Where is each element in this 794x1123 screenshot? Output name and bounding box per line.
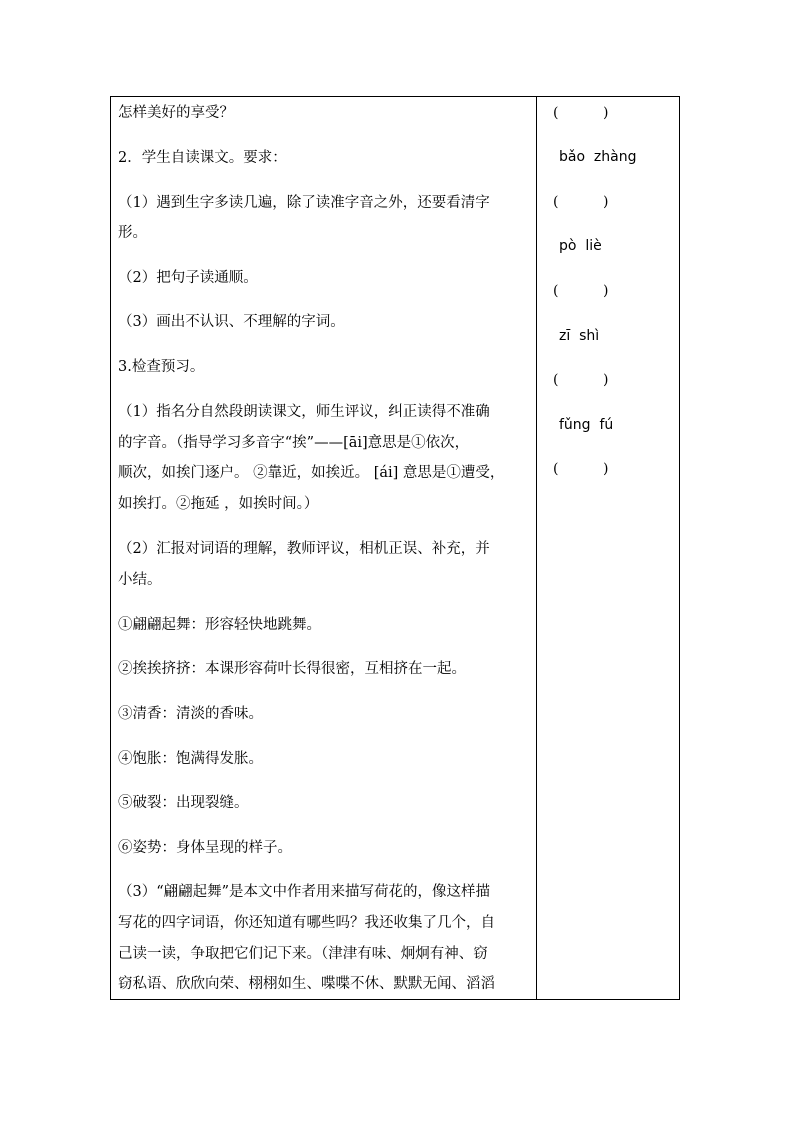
text-line: 顺次，如挨门逐户。 ②靠近，如挨近。 [ái] 意思是①遭受， <box>118 465 505 481</box>
text-line: ⑤破裂：出现裂缝。 <box>118 795 249 811</box>
answer-blank: ( ) <box>553 283 609 299</box>
pinyin-prompt: pò liè <box>559 238 602 254</box>
answer-blank: ( ) <box>553 194 609 210</box>
text-line: 写花的四字词语，你还知道有哪些吗？我还收集了几个，自 <box>118 915 495 931</box>
text-line: ⑥姿势：身体呈现的样子。 <box>118 840 292 856</box>
lesson-table <box>110 96 680 1000</box>
text-line: （2）把句子读通顺。 <box>118 270 258 286</box>
text-line: 形。 <box>118 225 147 241</box>
text-line: （3）“翩翩起舞”是本文中作者用来描写荷花的，像这样描 <box>118 884 491 900</box>
answer-blank: ( ) <box>553 461 609 477</box>
text-line: （2）汇报对词语的理解，教师评议，相机正误、补充，并 <box>118 541 490 557</box>
answer-blank: ( ) <box>553 372 609 388</box>
text-line: 怎样美好的享受？ <box>118 105 234 121</box>
text-line: 2．学生自读课文。要求： <box>118 150 287 166</box>
text-line: ②挨挨挤挤：本课形容荷叶长得很密，互相挤在一起。 <box>118 661 466 677</box>
text-line: 的字音。（指导学习多音字“挨”——[āi]意思是①依次， <box>118 435 470 451</box>
pinyin-exercise-column <box>537 97 679 999</box>
answer-blank: ( ) <box>553 105 609 121</box>
pinyin-prompt: bǎo zhàng <box>559 149 637 165</box>
text-line: 己读一读，争取把它们记下来。（津津有味、炯炯有神、窃 <box>118 946 488 962</box>
text-line: 窃私语、欣欣向荣、栩栩如生、喋喋不休、默默无闻、滔滔 <box>118 976 495 992</box>
text-line: （1）遇到生字多读几遍，除了读准字音之外，还要看清字 <box>118 195 490 211</box>
text-line: （1）指名分自然段朗读课文，师生评议，纠正读得不准确 <box>118 404 490 420</box>
text-line: 小结。 <box>118 572 162 588</box>
text-line: 3.检查预习。 <box>118 359 205 375</box>
text-line: ④饱胀：饱满得发胀。 <box>118 751 263 767</box>
text-line: （3）画出不认识、不理解的字词。 <box>118 314 345 330</box>
lesson-text-column <box>111 97 537 999</box>
text-line: ①翩翩起舞：形容轻快地跳舞。 <box>118 617 321 633</box>
pinyin-prompt: fǔng fú <box>559 417 614 433</box>
text-line: ③清香：清淡的香味。 <box>118 706 263 722</box>
pinyin-prompt: zī shì <box>559 328 600 344</box>
text-line: 如挨打。②拖延 ，如挨时间。） <box>118 496 319 512</box>
